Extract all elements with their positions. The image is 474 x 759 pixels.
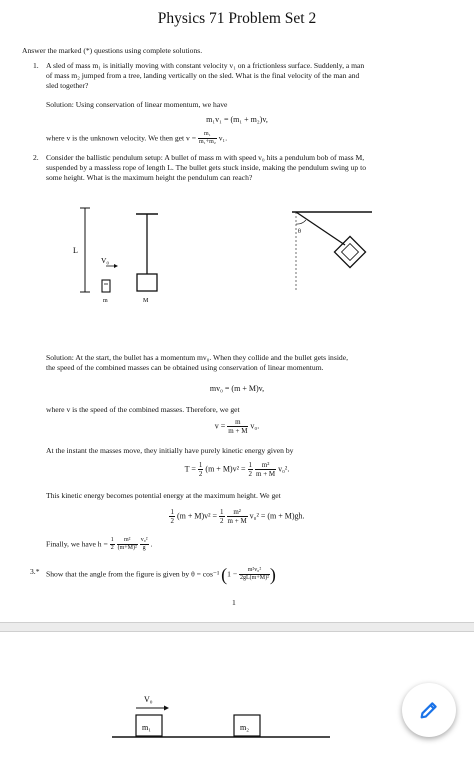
problem-1-result-text: where v is the unknown velocity. We then get v = xyxy=(46,133,197,143)
velocity-arrow-head xyxy=(114,264,118,268)
problem-1-line-3: sled together? xyxy=(46,81,89,90)
fraction-denominator: 2 xyxy=(248,470,253,478)
velocity-arrow-head xyxy=(164,706,169,711)
problem-2-solution-line-1: Solution: At the start, the bullet has a momentum mv₀. When they collide and the bullet gets inside, xyxy=(46,353,348,362)
problem-1-solution-intro: Solution: Using conservation of linear momentum, we have xyxy=(46,100,228,109)
edit-button[interactable] xyxy=(402,683,456,737)
ballistic-pendulum-figure xyxy=(60,200,380,310)
bob-mass-label: M xyxy=(143,298,149,304)
problem-2-equation-4 xyxy=(0,508,474,525)
eq4-half-2 xyxy=(219,508,225,525)
problem-2-solution-line-2: the speed of the combined masses can be obtained using conservation of linear momentum. xyxy=(46,363,324,372)
problem-1-line-1: A sled of mass m₁ is initially moving with constant velocity v₁ on a frictionless surface. Suddenly, a man xyxy=(46,61,365,70)
fraction-denominator: m + M xyxy=(228,427,248,435)
problem-3-text: Show that the angle from the figure is given by θ = cos⁻¹ xyxy=(46,569,220,579)
problem-1-number: 1. xyxy=(33,61,39,70)
fraction-denominator: m₁+m₂ xyxy=(198,139,216,145)
problem-2-equation-3 xyxy=(0,461,474,478)
eq3-half-2 xyxy=(248,461,254,478)
fraction-numerator: 1 xyxy=(170,508,174,516)
theta-label: θ xyxy=(298,229,301,235)
eq3-half xyxy=(198,461,204,478)
fraction-denominator: g xyxy=(142,545,146,551)
fraction-denominator: 2 xyxy=(220,517,224,525)
fraction-denominator: m + M xyxy=(227,517,247,525)
eq4-mass-fraction xyxy=(227,508,248,525)
eq4-rhs: v₀² = (m + M)gh. xyxy=(249,511,305,521)
problem-3-number: 3.* xyxy=(30,567,40,576)
problem-2-kinetic-energy: At the instant the masses move, they initially have purely kinetic energy given by xyxy=(46,446,294,455)
fraction-numerator: m² xyxy=(117,537,138,545)
problem-2-line-1: Consider the ballistic pendulum setup: A bullet of mass m with speed v₀ hits a pendulum bob of mass M, xyxy=(46,153,365,162)
problem-3-paren-content: 1 − xyxy=(227,569,238,579)
fraction-numerator: m₁ xyxy=(198,131,217,139)
eq3-mass-fraction xyxy=(255,461,276,478)
problem-2-line-3: some height. What is the maximum height the pendulum can reach? xyxy=(46,173,253,182)
eq3-rhs: v₀². xyxy=(278,464,290,474)
eq4-half xyxy=(169,508,175,525)
fraction-numerator: v₀² xyxy=(140,537,148,543)
fraction-numerator: 1 xyxy=(110,537,114,543)
eq4-middle: (m + M)v² = xyxy=(176,511,218,521)
eq2-fraction xyxy=(227,418,248,435)
m1-label: m₁ xyxy=(142,723,152,732)
fraction-numerator: m² xyxy=(255,461,276,470)
final-answer-text: Finally, we have h = xyxy=(46,539,108,549)
bullet xyxy=(102,280,110,292)
problem-1-fraction xyxy=(198,131,217,146)
eq3-lhs: T = xyxy=(184,464,196,474)
page-title: Physics 71 Problem Set 2 xyxy=(157,10,317,27)
problem-3-statement: Show that the angle from the figure is given by θ = cos⁻¹ (1 − $\frac{\text{m²v₀²}}{\text{2gL(m+M)²}}$ ) xyxy=(46,564,276,585)
problem-3-fraction xyxy=(239,567,270,582)
final-answer-end: . xyxy=(150,539,153,549)
pendulum-bob xyxy=(137,274,157,291)
problem-2-where: where v is the speed of the combined masses. Therefore, we get xyxy=(46,405,240,414)
angle-arc xyxy=(296,220,306,224)
fraction-numerator: 1 xyxy=(248,461,253,469)
problem-1-line-2: of mass m₂ jumped from a tree, landing vertically on the sled. What is the final velocity of the man and xyxy=(46,71,360,80)
pendulum-rope-swung xyxy=(296,212,345,245)
pencil-icon xyxy=(418,699,440,721)
problem-2-equation-2 xyxy=(0,418,474,435)
fraction-denominator: 2 xyxy=(198,470,203,478)
fraction-numerator: m xyxy=(227,418,248,427)
bullet-mass-label: m xyxy=(103,298,108,304)
eq2-lhs: v = xyxy=(214,421,226,431)
final-half xyxy=(110,537,115,552)
problem-2-number: 2. xyxy=(33,153,39,162)
sled-figure xyxy=(0,632,474,759)
fraction-denominator: 2 xyxy=(170,517,174,525)
length-label: L xyxy=(73,246,78,255)
page-2 xyxy=(0,631,474,759)
instructions: Answer the marked (*) questions using complete solutions. xyxy=(22,46,203,55)
fraction-denominator: (m+M)² xyxy=(117,545,137,551)
problem-2-potential-energy: This kinetic energy becomes potential energy at the maximum height. We get xyxy=(46,491,281,500)
fraction-numerator: m² xyxy=(227,508,248,517)
problem-2-final-answer xyxy=(46,537,152,552)
fraction-denominator: m + M xyxy=(256,470,276,478)
final-mass-fraction xyxy=(117,537,138,552)
problem-1-result xyxy=(46,131,227,146)
problem-1-result-end: v₁. xyxy=(218,133,228,143)
problem-2-line-2: suspended by a massless rope of length L. The bullet gets stuck inside, making the pendulum swing up to xyxy=(46,163,367,172)
page-number: 1 xyxy=(232,598,236,607)
eq3-middle: (m + M)v² = xyxy=(205,464,246,474)
fraction-numerator: 1 xyxy=(220,508,224,516)
fraction-denominator: 2 xyxy=(110,545,114,551)
v0-label: V₀ xyxy=(101,256,110,265)
fraction-numerator: 1 xyxy=(198,461,203,469)
fraction-numerator: m²v₀² xyxy=(239,567,270,575)
final-velocity-fraction xyxy=(140,537,149,552)
problem-1-equation: m₁v₁ = (m₁ + m₂)v, xyxy=(206,115,268,124)
problem-2-equation-1: mv₀ = (m + M)v, xyxy=(209,384,265,393)
fraction-denominator: 2gL(m+M)² xyxy=(240,575,269,581)
m2-label: m₂ xyxy=(240,723,250,732)
v0-label: V₀ xyxy=(144,695,153,704)
eq2-rhs: v₀. xyxy=(250,421,260,431)
